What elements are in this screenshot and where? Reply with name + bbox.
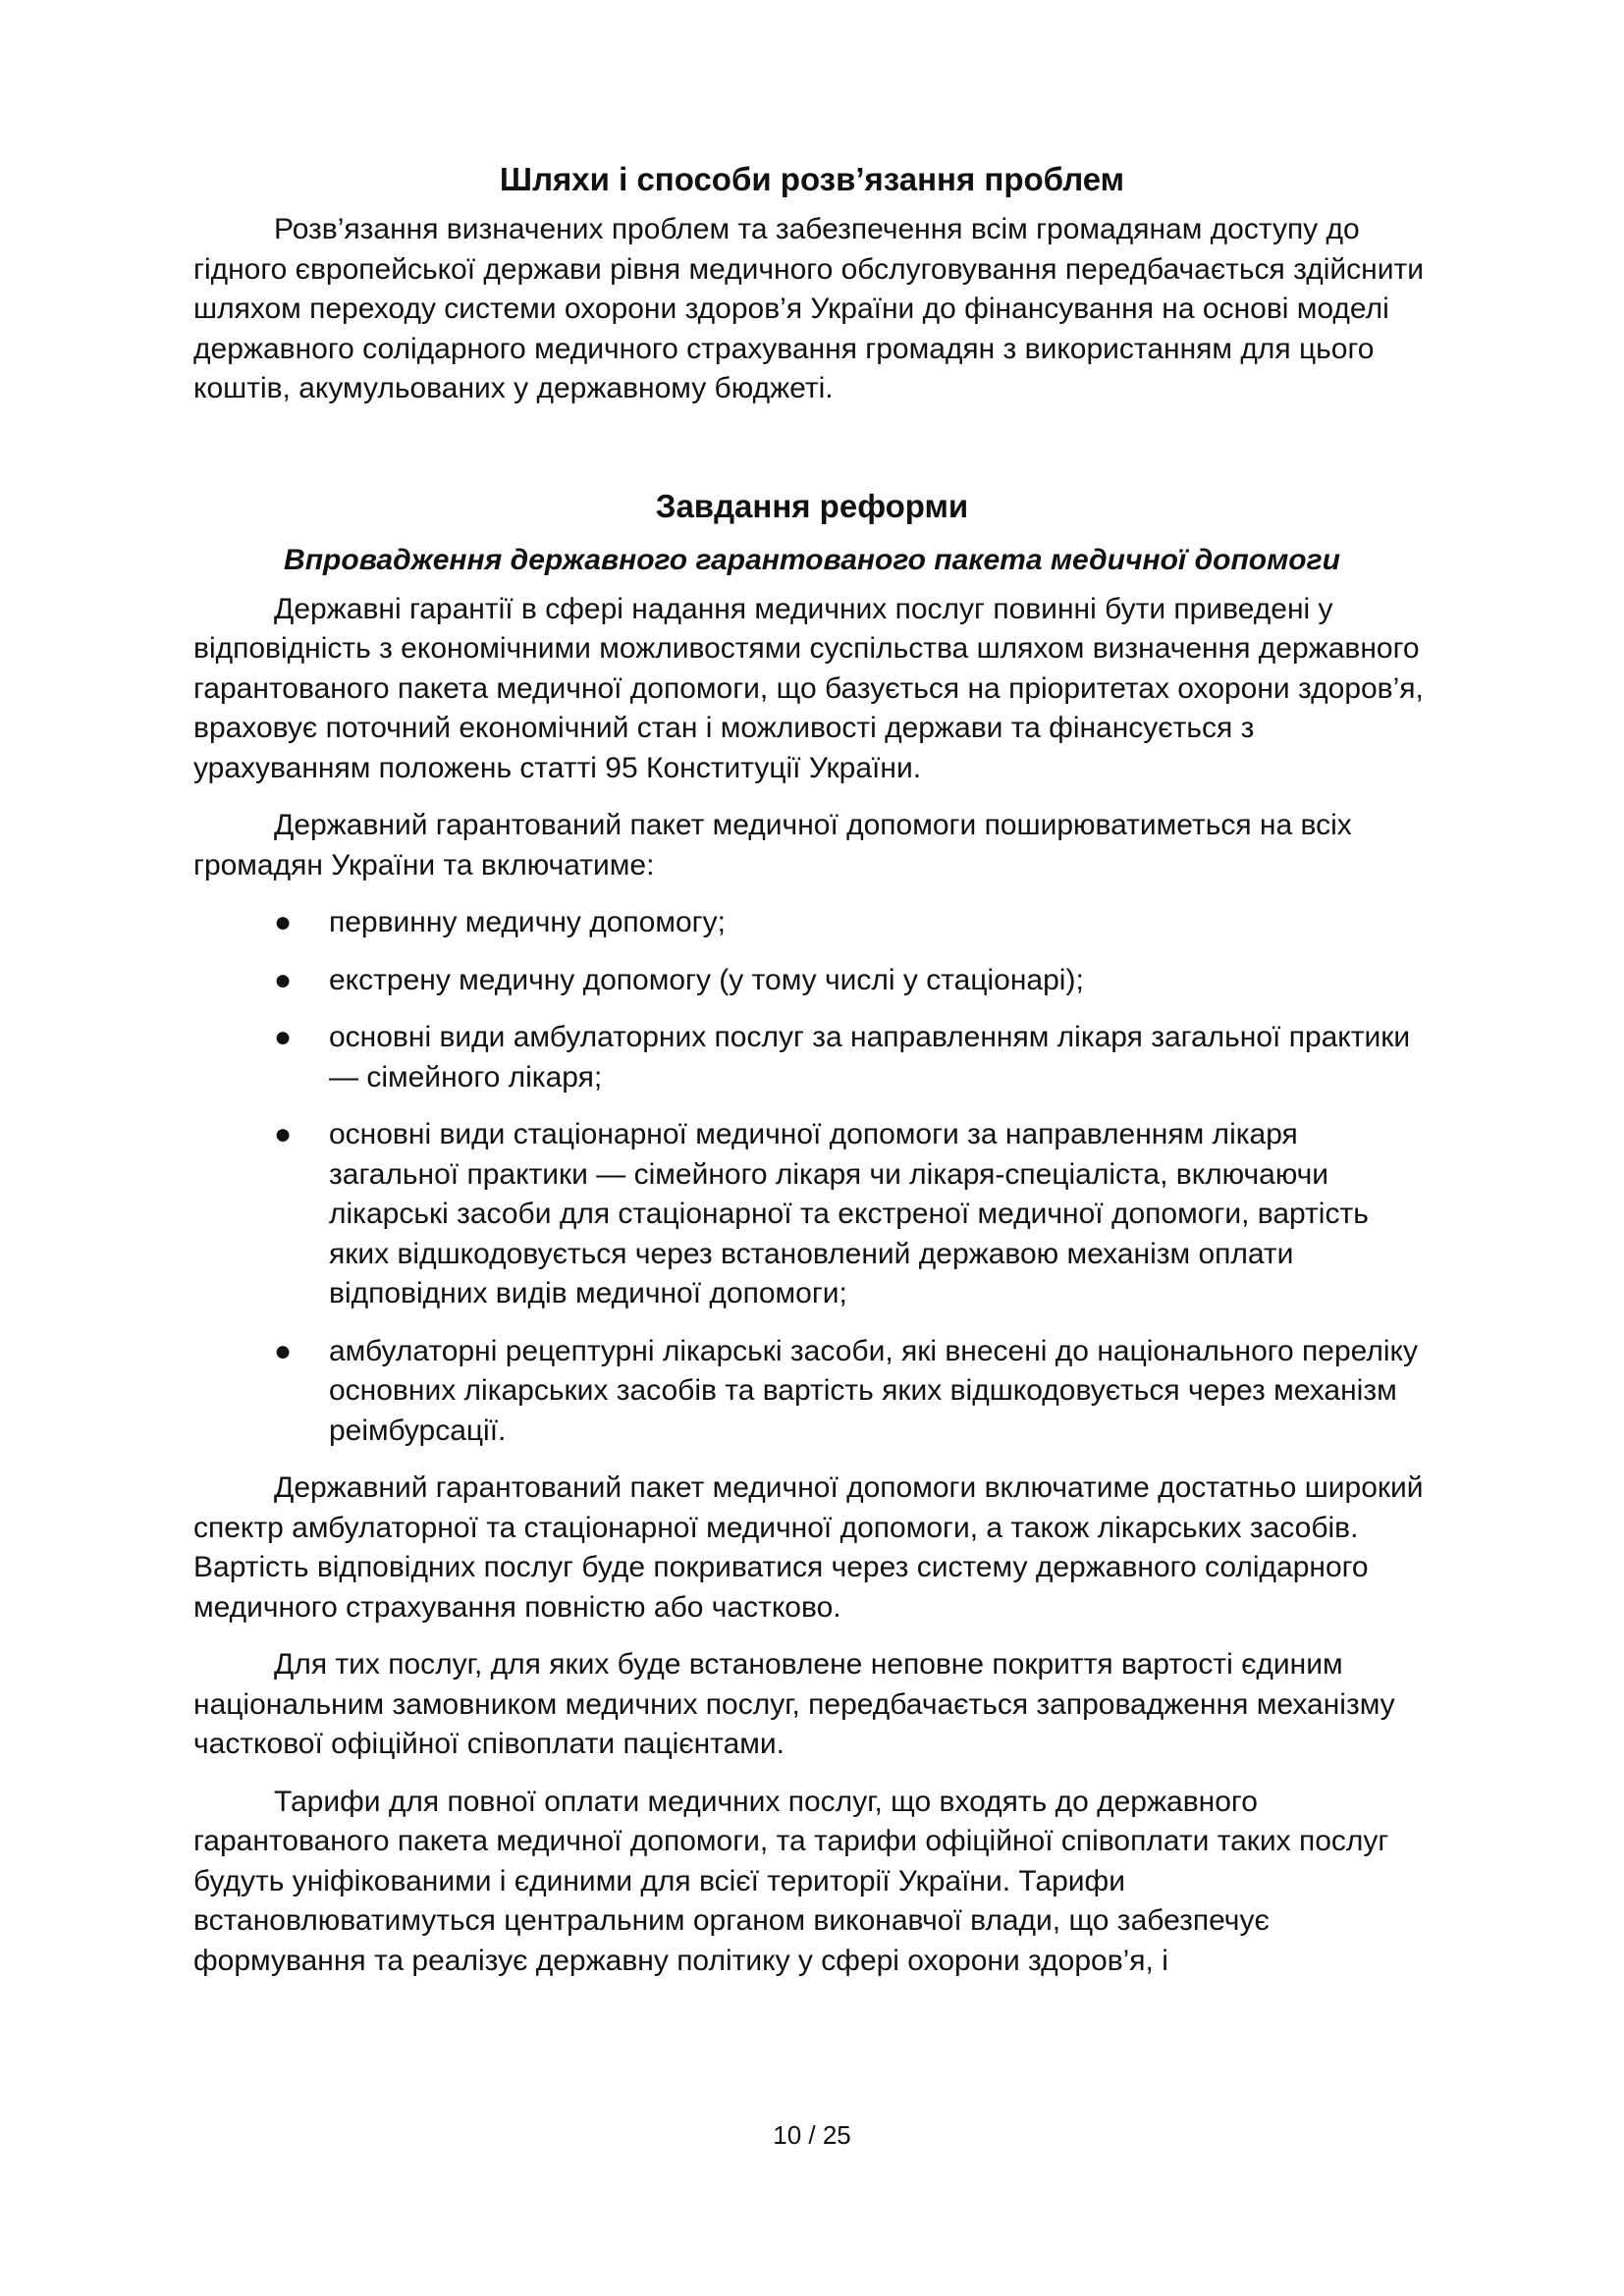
bullet-list-package-items [193, 903, 1431, 1451]
list-item [193, 1332, 1431, 1452]
bullet-icon: ● [274, 906, 293, 938]
paragraph-tariffs: Тарифи для повної оплати медичних послуг, що входять до державного гарантованого пакета медичної допомоги, та тарифи офіційної співоплати таких послуг будуть уніфікованими і єдиними для всієї території України. Тарифи встановлюватимуться центральним органом виконавчої влади, що забезпечує формування та реалізує державну політику у сфері охорони здоров’я, і [193, 1785, 1389, 1977]
section-heading-solutions: Шляхи і способи розв’язання проблем [499, 161, 1125, 197]
paragraph-state-guarantees: Державні гарантії в сфері надання медичних послуг повинні бути приведені у відповідність з економічними можливостями суспільства шляхом визначення державного гарантованого пакета медичної допомоги, що базується на пріоритетах охорони здоров’я, враховує поточний економічний стан і можливості держави та фінансується з урахуванням положень статті 95 Конституції України. [193, 592, 1424, 784]
list-item-text: основні види стаціонарної медичної допомоги за направленням лікаря загальної практики — сімейного лікаря чи лікаря-спеціаліста, включаючи лікарські засоби для стаціонарної та екстреної медичної допомоги, вартість яких відшкодовується через встановлений державою механізм оплати відповідних видів медичної допомоги; [329, 1118, 1369, 1309]
paragraph-solutions: Розв’язання визначених проблем та забезпечення всім громадянам доступу до гідного європейської держави рівня медичного обслуговування передбачається здійснити шляхом переходу системи охорони здоров’я України до фінансування на основі моделі державного солідарного медичного страхування громадян з використанням для цього коштів, акумульованих у державному бюджеті. [193, 213, 1424, 404]
paragraph-co-payment: Для тих послуг, для яких буде встановлене неповне покриття вартості єдиним національним замовником медичних послуг, передбачається запровадження механізму часткової офіційної співоплати пацієнтами. [193, 1648, 1395, 1760]
subsection-heading-guaranteed-package: Впровадження державного гарантованого пакета медичної допомоги [284, 543, 1340, 576]
list-item [193, 903, 1431, 943]
bullet-icon: ● [274, 963, 293, 996]
section-heading-reform-tasks: Завдання реформи [655, 487, 969, 524]
bullet-icon: ● [274, 1021, 293, 1053]
page-content [193, 157, 1431, 1981]
list-item [193, 961, 1431, 1001]
paragraph-package-scope: Державний гарантований пакет медичної допомоги включатиме достатньо широкий спектр амбулаторної та стаціонарної медичної допомоги, а також лікарських засобів. Вартість відповідних послуг буде покриватися через систему державного солідарного медичного страхування повністю або частково. [193, 1471, 1424, 1624]
bullet-icon: ● [274, 1334, 293, 1367]
paragraph-package-coverage: Державний гарантований пакет медичної допомоги поширюватиметься на всіх громадян України та включатиме: [193, 809, 1352, 881]
list-item-text: екстрену медичну допомогу (у тому числі у стаціонарі); [329, 963, 1084, 996]
page-number: 10 / 25 [773, 2120, 851, 2150]
list-item [193, 1018, 1431, 1097]
list-item-text: амбулаторні рецептурні лікарські засоби, які внесені до національного переліку основних лікарських засобів та вартість яких відшкодовується через механізм реімбурсації. [329, 1334, 1418, 1447]
list-item-text: основні види амбулаторних послуг за направленням лікаря загальної практики — сімейного лікаря; [329, 1021, 1411, 1094]
bullet-icon: ● [274, 1118, 293, 1150]
list-item [193, 1115, 1431, 1314]
list-item-text: первинну медичну допомогу; [329, 906, 726, 938]
